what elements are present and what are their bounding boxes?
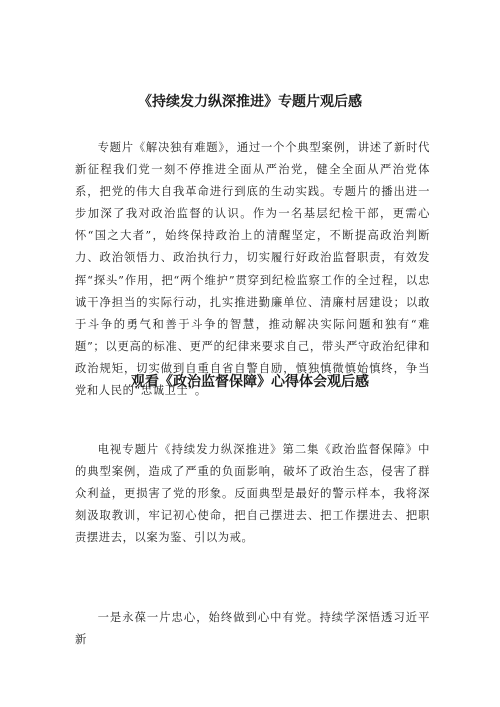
section-paragraph: 专题片《解决独有难题》，通过一个个典型案例，讲述了新时代新征程我们党一刻不停推进全面从严治党，健全全面从严治党体系，把党的伟大自我革命进行到底的生动实践。专题片的播出进一步加深了我对政治监督的认识。作为一名基层纪检干部，更需心怀“国之大者”，始终保持政治上的清醒坚定，不断提高政治判断力、政治领悟力、政治执行力，切实履行好政治监督职责，有效发挥“探头”作用，把“两个维护”贯穿到纪检监察工作的全过程，以忠诚干净担当的实际行动，扎实推进勤廉单位、清廉村居建设；以敢于斗争的勇气和善于斗争的智慧，推动解决实际问题和独有“难题”；以更高的标准、更严的纪律来要求自己，带头严守政治纪律和政治规矩，切实做到自重自省自警自励，慎独慎微慎始慎终，争当党和人民的“忠诚卫士”。: [75, 141, 430, 398]
section-paragraph: 一是永葆一片忠心，始终做到心中有党。持续学深悟透习近平新: [75, 611, 430, 647]
section-paragraph: 电视专题片《持续发力纵深推进》第二集《政治监督保障》中的典型案例，造成了严重的负面影响，破坏了政治生态，侵害了群众利益，更损害了党的形象。反面典型是最好的警示样本，我将深刻汲取教训，牢记初心使命，把自己摆进去、把工作摆进去、把职责摆进去，以案为鉴、引以为戒。: [75, 443, 430, 545]
section-title: 《持续发力纵深推进》专题片观后感: [138, 94, 362, 110]
section-title: 观看《政治监督保障》心得体会观后感: [131, 374, 369, 390]
